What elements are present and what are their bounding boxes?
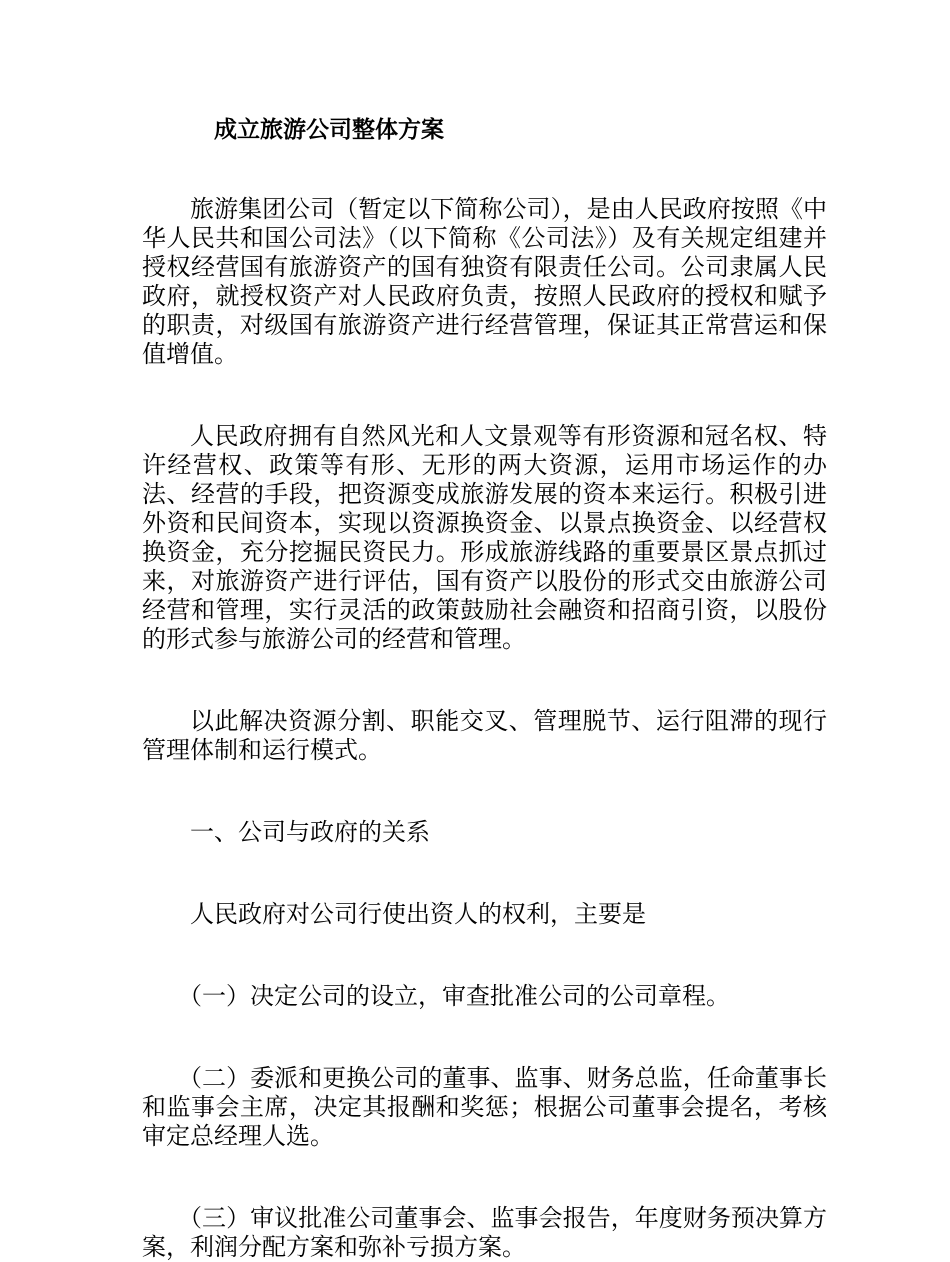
section-heading-company-government: 一、公司与政府的关系 — [190, 818, 430, 846]
paragraph-solution: 以此解决资源分割、职能交叉、管理脱节、运行阻滞的现行管理体制和运行模式。 — [142, 707, 827, 764]
list-item-3: （三）审议批准公司董事会、监事会报告，年度财务预决算方案，利润分配方案和弥补亏损方案。 — [142, 1204, 827, 1261]
paragraph-company-intro: 旅游集团公司（暂定以下简称公司），是由人民政府按照《中华人民共和国公司法》（以下简称《公司法》）及有关规定组建并授权经营国有旅游资产的国有独资有限责任公司。公司隶属人民政府，就授权资产对人民政府负责，按照人民政府的授权和赋予的职责，对级国有旅游资产进行经营管理，保证其正常营运和保值增值。 — [142, 195, 827, 368]
list-item-2: （二）委派和更换公司的董事、监事、财务总监，任命董事长和监事会主席，决定其报酬和奖惩；根据公司董事会提名，考核审定总经理人选。 — [142, 1064, 827, 1150]
paragraph-investor-rights: 人民政府对公司行使出资人的权利，主要是 — [190, 900, 646, 928]
list-item-1: （一）决定公司的设立，审查批准公司的公司章程。 — [178, 982, 730, 1010]
paragraph-government-resources: 人民政府拥有自然风光和人文景观等有形资源和冠名权、特许经营权、政策等有形、无形的两大资源，运用市场运作的办法、经营的手段，把资源变成旅游发展的资本来运行。积极引进外资和民间资本，实现以资源换资金、以景点换资金、以经营权换资金，充分挖掘民资民力。形成旅游线路的重要景区景点抓过来，对旅游资产进行评估，国有资产以股份的形式交由旅游公司经营和管理，实行灵活的政策鼓励社会融资和招商引资，以股份的形式参与旅游公司的经营和管理。 — [142, 422, 827, 653]
document-body — [142, 195, 827, 1262]
document-title: 成立旅游公司整体方案 — [214, 116, 444, 143]
